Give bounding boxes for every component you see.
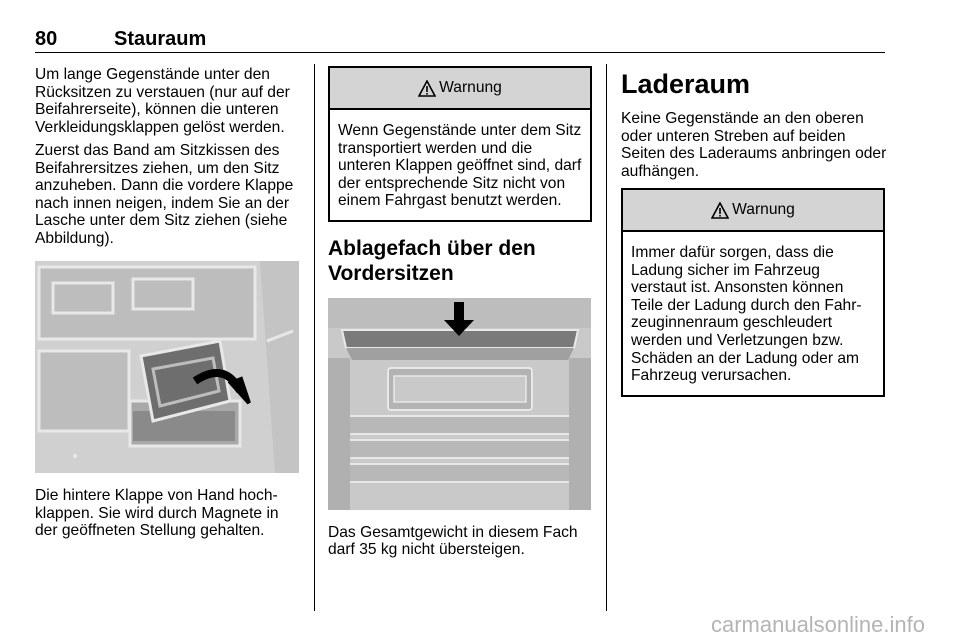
warning-text: Immer dafür sorgen, dass die Ladung sicher im Fahrzeug verstaut ist. Ansonsten können Teile der Ladung durch den Fahr-zeuginnenraum geschleudert werden und Verletzungen bzw. Schäden an der Ladung oder am Fahrzeug verursachen. bbox=[631, 244, 862, 385]
section-heading: Laderaum bbox=[621, 69, 751, 99]
warning-box bbox=[621, 188, 885, 397]
paragraph: Zuerst das Band am Sitzkissen des Beifahrersitzes ziehen, um den Sitz anzuheben. Dann die vordere Klappe nach innen neigen, indem Sie an der Lasche unter dem Sitz ziehen (siehe Abbildung). bbox=[35, 142, 294, 247]
watermark: carmanualsonline.info bbox=[710, 612, 925, 637]
page-number: 80 bbox=[35, 28, 58, 50]
warning-header bbox=[623, 190, 883, 232]
warning-box bbox=[328, 66, 592, 222]
section-heading: Ablagefach über den Vordersitzen bbox=[328, 236, 536, 285]
paragraph: Um lange Gegenstände unter den Rücksitzen zu verstauen (nur auf der Beifahrerseite), können die unteren Verkleidungsklappen gelöst werden. bbox=[35, 66, 290, 136]
paragraph: Das Gesamtgewicht in diesem Fach darf 35 kg nicht übersteigen. bbox=[328, 523, 578, 559]
column-divider-2 bbox=[606, 64, 607, 611]
warning-triangle-icon bbox=[418, 80, 436, 97]
warning-header bbox=[330, 68, 590, 110]
header-rule bbox=[35, 52, 885, 53]
warning-label: Warnung bbox=[439, 79, 502, 97]
section-title: Stauraum bbox=[114, 28, 207, 50]
column-3 bbox=[621, 66, 887, 397]
seat-flap-illustration bbox=[35, 261, 299, 473]
warning-triangle-icon bbox=[711, 202, 729, 219]
overhead-shelf-illustration bbox=[328, 298, 591, 510]
paragraph: Keine Gegenstände an den oberen oder unteren Streben auf beiden Seiten des Laderaums anbringen oder aufhängen. bbox=[621, 110, 887, 180]
column-2 bbox=[328, 66, 592, 565]
paragraph: Die hintere Klappe von Hand hoch-klappen. Sie wird durch Magnete in der geöffneten Stellung gehalten. bbox=[35, 487, 279, 539]
warning-text: Wenn Gegenstände unter dem Sitz transportiert werden und die unteren Klappen geöffnet sind, darf der entsprechende Sitz nicht von einem Fahrgast benutzt werden. bbox=[338, 122, 582, 210]
column-divider-1 bbox=[314, 64, 315, 611]
warning-label: Warnung bbox=[732, 201, 795, 219]
page-header bbox=[35, 28, 885, 52]
column-1 bbox=[35, 66, 300, 546]
